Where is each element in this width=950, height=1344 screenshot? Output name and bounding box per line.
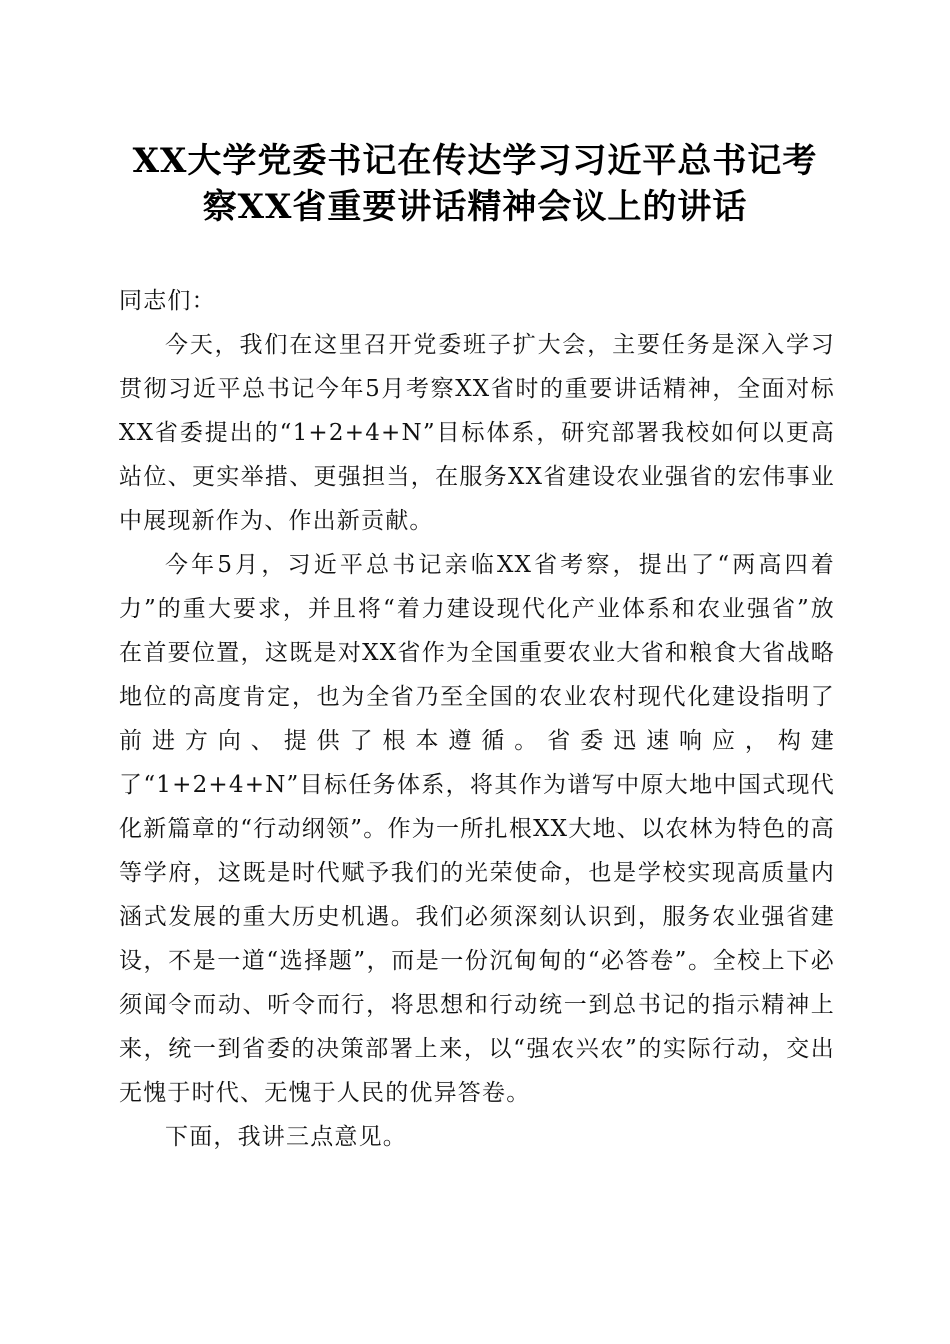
document-body [119,279,835,1159]
body-paragraph-2: 今年5月，习近平总书记亲临XX省考察，提出了“两高四着力”的重大要求，并且将“着力建设现代化产业体系和农业强省”放在首要位置，这既是对XX省作为全国重要农业大省和粮食大省战略地位的高度肯定，也为全省乃至全国的农业农村现代化建设指明了前进方向、提供了根本遵循。省委迅速响应，构建了“1+2+4+N”目标任务体系，将其作为谱写中原大地中国式现代化新篇章的“行动纲领”。作为一所扎根XX大地、以农林为特色的高等学府，这既是时代赋予我们的光荣使命，也是学校实现高质量内涵式发展的重大历史机遇。我们必须深刻认识到，服务农业强省建设，不是一道“选择题”，而是一份沉甸甸的“必答卷”。全校上下必须闻令而动、听令而行，将思想和行动统一到总书记的指示精神上来，统一到省委的决策部署上来，以“强农兴农”的实际行动，交出无愧于时代、无愧于人民的优异答卷。 [119,552,835,1106]
document-title-line-1: XX大学党委书记在传达学习习近平总书记考 [132,141,818,181]
salutation: 同志们： [119,288,216,314]
document-title-line-2: 察XX省重要讲话精神会议上的讲话 [202,187,748,227]
document-title [100,138,850,230]
body-paragraph-1: 今天，我们在这里召开党委班子扩大会，主要任务是深入学习贯彻习近平总书记今年5月考察XX省时的重要讲话精神，全面对标XX省委提出的“1+2+4+N”目标体系，研究部署我校如何以更高站位、更实举措、更强担当，在服务XX省建设农业强省的宏伟事业中展现新作为、作出新贡献。 [119,332,835,534]
body-paragraph-3: 下面，我讲三点意见。 [165,1124,407,1150]
